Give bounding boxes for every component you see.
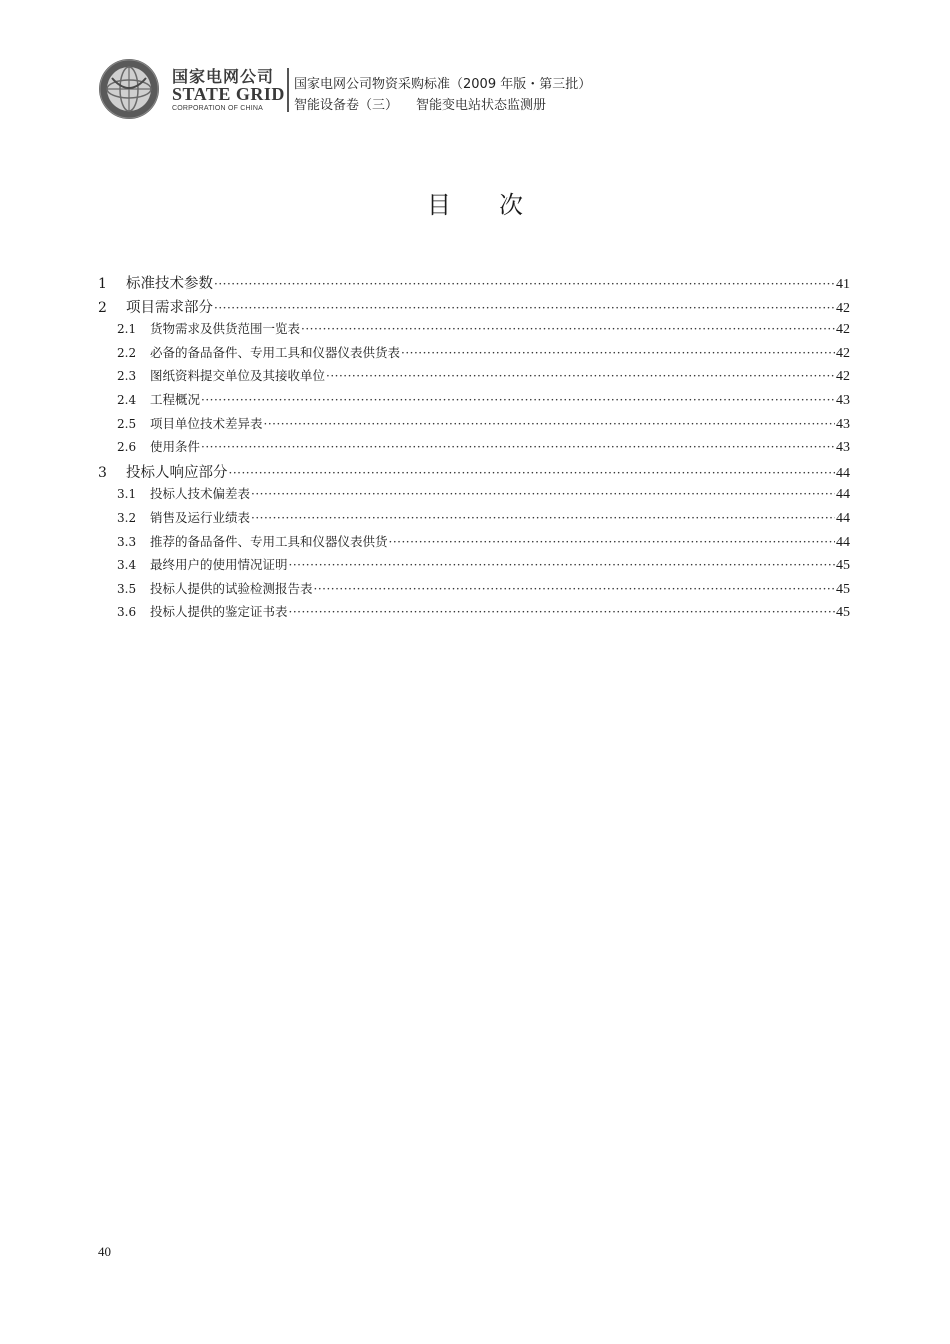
toc-entry[interactable]: [98, 272, 850, 296]
state-grid-logo-icon: [98, 58, 160, 120]
toc-entry-title: 投标人提供的鉴定证书表: [150, 604, 288, 620]
toc-entry-page: 45: [836, 558, 850, 574]
logo-chinese-name: 国家电网公司: [172, 67, 275, 86]
toc-entry-page: 44: [836, 465, 850, 481]
toc-entry-page: 42: [836, 345, 850, 361]
logo-subtitle: CORPORATION OF CHINA: [172, 105, 263, 112]
header-standard-title: 国家电网公司物资采购标准（2009 年版・第三批）: [294, 77, 592, 92]
toc-entry[interactable]: [98, 461, 850, 485]
header-divider: [287, 68, 289, 112]
header-volume-title: [294, 94, 546, 113]
toc-entry-page: 43: [836, 416, 850, 432]
toc-entry-page: 44: [836, 510, 850, 526]
toc-entry-number: 2.5: [117, 416, 137, 431]
toc-dot-leader: [201, 393, 835, 407]
toc-entry-page: 44: [836, 534, 850, 550]
toc-entry[interactable]: [98, 390, 850, 414]
toc-entry-page: 45: [836, 605, 850, 621]
toc-dot-leader: [251, 487, 835, 501]
toc-entry[interactable]: [98, 555, 850, 579]
toc-entry[interactable]: [98, 579, 850, 603]
toc-entry[interactable]: [98, 366, 850, 390]
toc-entry-number: 3.6: [117, 605, 137, 620]
toc-entry-number: 3.5: [117, 581, 137, 596]
logo-english-name: STATE GRID: [172, 84, 285, 104]
toc-dot-leader: [251, 511, 835, 525]
toc-entry-number: 1: [98, 276, 107, 292]
toc-entry[interactable]: [98, 602, 850, 626]
toc-entry-number: 3: [98, 464, 107, 481]
toc-entry-title: 工程概况: [150, 391, 201, 407]
toc-entry-number: 2.3: [117, 369, 137, 384]
toc-entry-title: 项目需求部分: [126, 299, 213, 316]
toc-entry-title: 投标人技术偏差表: [150, 486, 251, 502]
toc-entry-page: 42: [836, 322, 850, 338]
toc-entry-page: 43: [836, 440, 850, 456]
table-of-contents: [98, 272, 850, 626]
toc-dot-leader: [401, 346, 835, 360]
toc-dot-leader: [201, 440, 835, 454]
toc-entry-number: 2.2: [117, 345, 137, 360]
header-booklet: 智能变电站状态监测册: [416, 98, 547, 113]
toc-entry-page: 42: [836, 300, 850, 316]
toc-dot-leader: [314, 582, 835, 596]
toc-dot-leader: [389, 535, 835, 549]
toc-dot-leader: [289, 605, 835, 619]
toc-entry[interactable]: [98, 508, 850, 532]
toc-entry-page: 42: [836, 369, 850, 385]
toc-entry[interactable]: [98, 414, 850, 438]
toc-entry-title: 使用条件: [150, 439, 201, 455]
toc-entry-title: 销售及运行业绩表: [150, 509, 251, 525]
toc-entry-title: 项目单位技术差异表: [150, 415, 263, 431]
toc-dot-leader: [326, 369, 835, 383]
toc-entry-title: 最终用户的使用情况证明: [150, 557, 288, 573]
toc-entry-number: 2.6: [117, 440, 137, 455]
page-title: 目次: [427, 191, 571, 219]
toc-dot-leader: [289, 558, 835, 572]
toc-entry-number: 3.3: [117, 534, 137, 549]
toc-dot-leader: [229, 466, 836, 480]
toc-entry-number: 2: [98, 299, 107, 316]
toc-entry-number: 3.1: [117, 487, 137, 502]
toc-entry-title: 图纸资料提交单位及其接收单位: [150, 368, 326, 384]
toc-entry-number: 3.4: [117, 558, 137, 573]
toc-entry[interactable]: [98, 437, 850, 461]
header-volume: 智能设备卷（三）: [294, 98, 399, 113]
toc-entry-number: 3.2: [117, 510, 137, 525]
toc-dot-leader: [264, 417, 835, 431]
toc-dot-leader: [214, 277, 835, 291]
toc-entry-number: 2.1: [117, 322, 137, 337]
toc-entry-title: 必备的备品备件、专用工具和仪器仪表供货表: [150, 344, 401, 360]
toc-entry-title: 货物需求及供货范围一览表: [150, 321, 301, 337]
toc-entry-page: 44: [836, 487, 850, 503]
page-number: 40: [98, 1244, 111, 1259]
toc-entry[interactable]: [98, 532, 850, 556]
toc-entry-title: 投标人响应部分: [126, 464, 228, 481]
toc-dot-leader: [301, 322, 835, 336]
toc-dot-leader: [214, 301, 835, 315]
toc-entry-number: 2.4: [117, 392, 137, 407]
toc-entry-title: 推荐的备品备件、专用工具和仪器仪表供货: [150, 533, 388, 549]
toc-entry[interactable]: [98, 319, 850, 343]
toc-entry-page: 43: [836, 392, 850, 408]
toc-entry-page: 41: [836, 277, 850, 292]
toc-entry[interactable]: [98, 343, 850, 367]
toc-entry[interactable]: [98, 296, 850, 320]
toc-entry-page: 45: [836, 581, 850, 597]
toc-entry-title: 投标人提供的试验检测报告表: [150, 580, 313, 596]
page-header: [98, 58, 858, 120]
toc-entry[interactable]: [98, 484, 850, 508]
toc-entry-title: 标准技术参数: [126, 276, 213, 292]
